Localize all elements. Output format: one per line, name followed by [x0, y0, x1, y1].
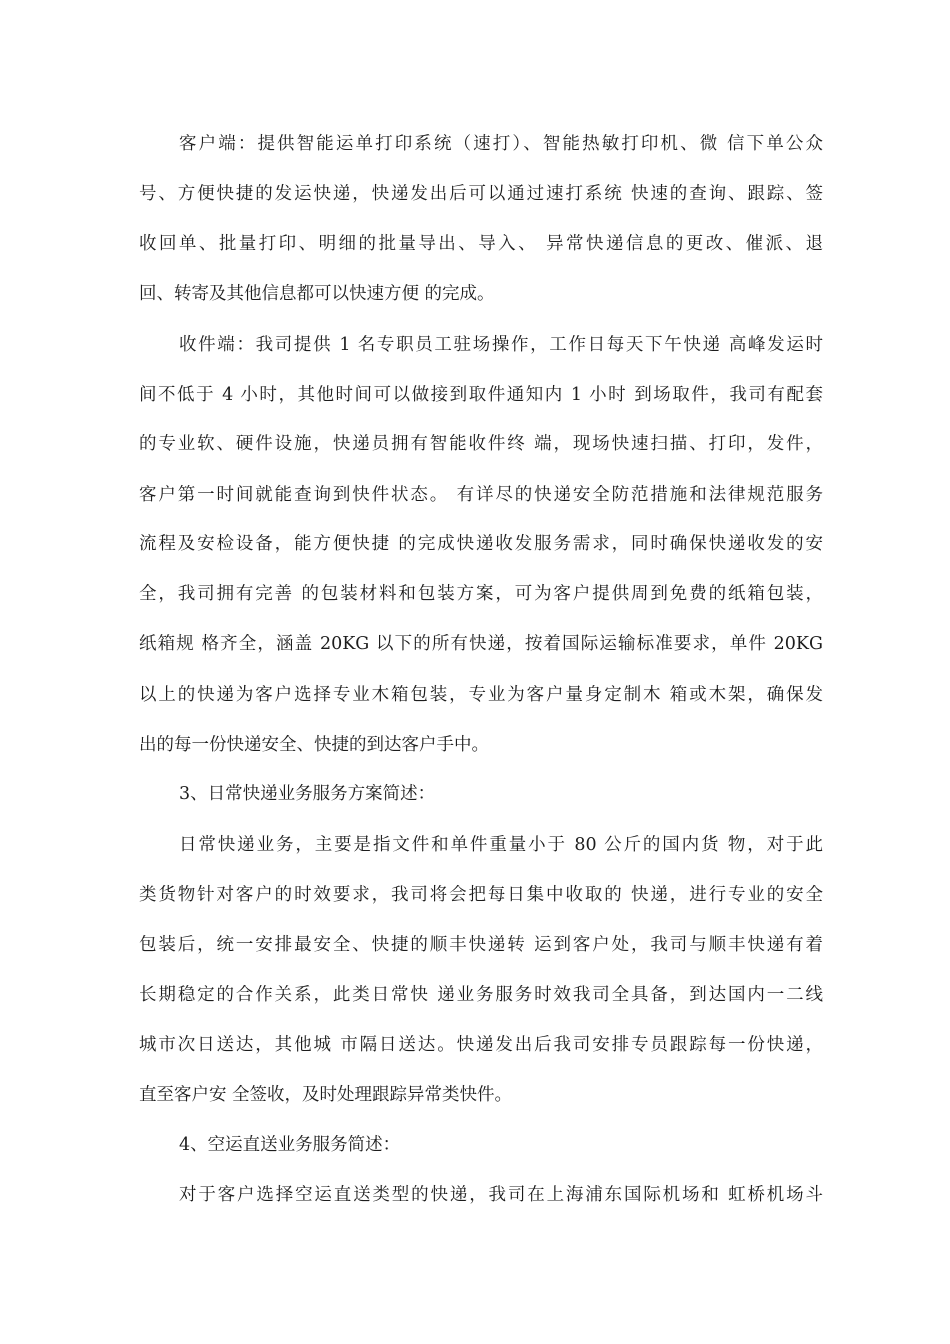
- paragraph-line: 直至客户安 全签收，及时处理跟踪异常类快件。: [139, 1085, 513, 1105]
- section-heading: 4、空运直送业务服务简述：: [179, 1135, 401, 1155]
- paragraph-line: 全，我司拥有完善 的包装材料和包装方案，可为客户提供周到免费的纸箱包装，: [139, 584, 823, 604]
- paragraph-line: 客户端：提供智能运单打印系统（速打）、智能热敏打印机、微 信下单公众: [179, 134, 823, 154]
- paragraph-line: 收回单、批量打印、明细的批量导出、导入、 异常快递信息的更改、催派、退: [139, 234, 823, 254]
- paragraph-line: 的专业软、硬件设施，快递员拥有智能收件终 端，现场快速扫描、打印，发件，: [139, 434, 823, 454]
- paragraph-line: 回、转寄及其他信息都可以快速方便 的完成。: [139, 284, 495, 304]
- paragraph-line: 流程及安检设备，能方便快捷 的完成快递收发服务需求，同时确保快递收发的安: [139, 534, 823, 554]
- paragraph-line: 对于客户选择空运直送类型的快递，我司在上海浦东国际机场和 虹桥机场斗: [179, 1185, 823, 1205]
- paragraph-line: 间不低于 4 小时，其他时间可以做接到取件通知内 1 小时 到场取件，我司有配套: [139, 385, 823, 405]
- paragraph-line: 号、方便快捷的发运快递，快递发出后可以通过速打系统 快速的查询、跟踪、签: [139, 184, 823, 204]
- paragraph-line: 出的每一份快递安全、快捷的到达客户手中。: [139, 735, 489, 755]
- paragraph-line: 城市次日送达，其他城 市隔日送达。快递发出后我司安排专员跟踪每一份快递，: [139, 1035, 823, 1055]
- paragraph-line: 以上的快递为客户选择专业木箱包装，专业为客户量身定制木 箱或木架，确保发: [139, 685, 823, 705]
- paragraph-line: 客户第一时间就能查询到快件状态。 有详尽的快递安全防范措施和法律规范服务: [139, 485, 823, 505]
- paragraph-line: 纸箱规 格齐全，涵盖 20KG 以下的所有快递，按着国际运输标准要求，单件 20KG: [139, 634, 823, 654]
- section-heading: 3、日常快递业务服务方案简述：: [179, 784, 436, 804]
- paragraph-line: 日常快递业务，主要是指文件和单件重量小于 80 公斤的国内货 物，对于此: [179, 835, 823, 855]
- paragraph-line: 包装后，统一安排最安全、快捷的顺丰快递转 运到客户处，我司与顺丰快递有着: [139, 935, 823, 955]
- paragraph-line: 收件端：我司提供 1 名专职员工驻场操作，工作日每天下午快递 高峰发运时: [179, 335, 823, 355]
- paragraph-line: 长期稳定的合作关系，此类日常快 递业务服务时效我司全具备，到达国内一二线: [139, 985, 823, 1005]
- paragraph-line: 类货物针对客户的时效要求，我司将会把每日集中收取的 快递，进行专业的安全: [139, 885, 823, 905]
